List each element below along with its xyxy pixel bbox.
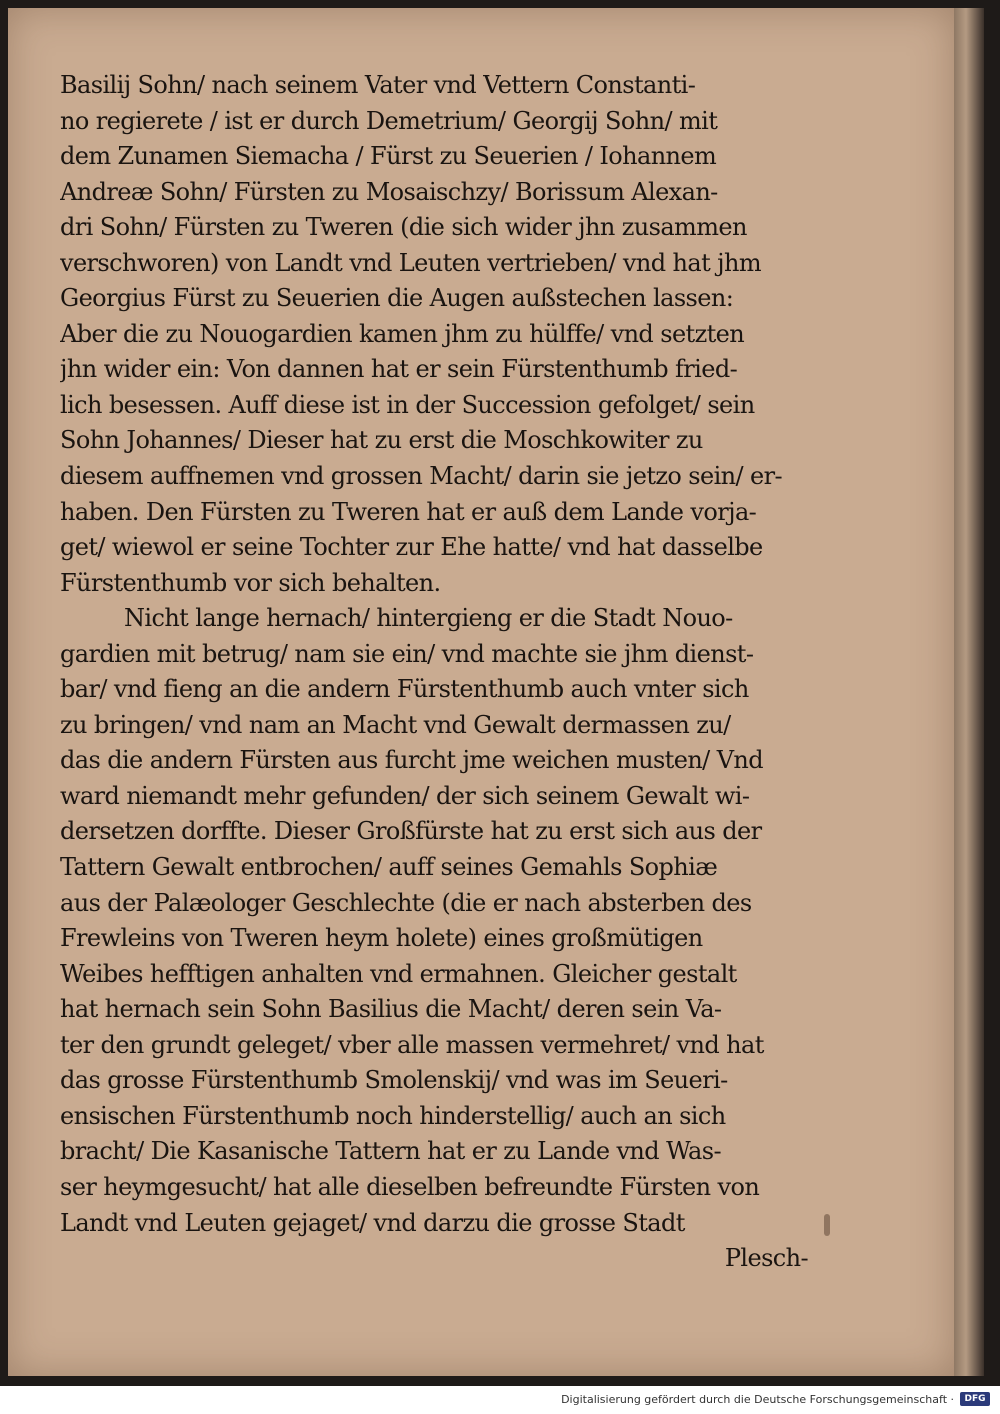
text-line: das die andern Fürsten aus furcht jme weichen musten/ Vnd (60, 746, 764, 775)
text-line: Fürstenthumb vor sich behalten. (60, 568, 441, 597)
text-line: Aber die zu Nouogardien kamen jhm zu hülffe/ vnd setzten (60, 319, 745, 348)
text-line: bar/ vnd fieng an die andern Fürstenthumb auch vnter sich (60, 675, 749, 704)
text-line: ward niemandt mehr gefunden/ der sich seinem Gewalt wi- (60, 781, 750, 810)
dfg-logo-icon: DFG (960, 1392, 990, 1406)
footer-bar (0, 1386, 1000, 1414)
text-line: Sohn Johannes/ Dieser hat zu erst die Moschkowiter zu (60, 426, 703, 455)
text-line: hat hernach sein Sohn Basilius die Macht/ deren sein Va- (60, 995, 722, 1024)
text-line: Weibes hefftigen anhalten vnd ermahnen. Gleicher gestalt (60, 959, 737, 988)
page-edge (954, 8, 984, 1376)
page-text (60, 70, 808, 1279)
text-line: lich besessen. Auff diese ist in der Succession gefolget/ sein (60, 390, 755, 419)
text-line: Landt vnd Leuten gejaget/ vnd darzu die grosse Stadt (60, 1208, 685, 1237)
text-line: gardien mit betrug/ nam sie ein/ vnd machte sie jhm dienst- (60, 639, 754, 668)
text-line: Frewleins von Tweren heym holete) eines großmütigen (60, 924, 703, 953)
text-line: ter den grundt geleget/ vber alle massen vermehret/ vnd hat (60, 1030, 764, 1059)
text-line: Georgius Fürst zu Seuerien die Augen außstechen lassen: (60, 284, 734, 313)
text-line: bracht/ Die Kasanische Tattern hat er zu Lande vnd Was- (60, 1137, 721, 1166)
text-line: Andreæ Sohn/ Fürsten zu Mosaischzy/ Borissum Alexan- (60, 177, 718, 206)
text-line: dem Zunamen Siemacha / Fürst zu Seuerien / Iohannem (60, 142, 717, 171)
text-line: diesem auffnemen vnd grossen Macht/ darin sie jetzo sein/ er- (60, 462, 783, 491)
text-line: dersetzen dorffte. Dieser Großfürste hat zu erst sich aus der (60, 817, 762, 846)
book-page (8, 8, 954, 1376)
text-line: Basilij Sohn/ nach seinem Vater vnd Vettern Constanti- (60, 71, 696, 99)
text-line: haben. Den Fürsten zu Tweren hat er auß dem Lande vorja- (60, 497, 757, 526)
text-line: aus der Palæologer Geschlechte (die er nach absterben des (60, 888, 752, 917)
funding-credit: Digitalisierung gefördert durch die Deutsche Forschungsgemeinschaft · (561, 1393, 954, 1406)
ink-mark (824, 1214, 830, 1236)
text-line: no regierete / ist er durch Demetrium/ Georgij Sohn/ mit (60, 106, 718, 135)
text-line: verschworen) von Landt vnd Leuten vertrieben/ vnd hat jhm (60, 248, 762, 277)
text-line: Tattern Gewalt entbrochen/ auff seines Gemahls Sophiæ (60, 853, 718, 882)
catchword: Plesch- (724, 1244, 808, 1273)
paragraph-start-line: Nicht lange hernach/ hintergieng er die Stadt Nouo- (124, 604, 733, 633)
text-line: ser heymgesucht/ hat alle dieselben befreundte Fürsten von (60, 1172, 760, 1201)
text-line: dri Sohn/ Fürsten zu Tweren (die sich wider jhn zusammen (60, 213, 747, 242)
text-line: jhn wider ein: Von dannen hat er sein Fürstenthumb fried- (60, 355, 738, 384)
text-line: ensischen Fürstenthumb noch hinderstellig/ auch an sich (60, 1101, 726, 1130)
text-line: zu bringen/ vnd nam an Macht vnd Gewalt dermassen zu/ (60, 710, 731, 739)
text-line: get/ wiewol er seine Tochter zur Ehe hatte/ vnd hat dasselbe (60, 533, 763, 562)
text-line: das grosse Fürstenthumb Smolenskij/ vnd was im Seueri- (60, 1066, 728, 1095)
